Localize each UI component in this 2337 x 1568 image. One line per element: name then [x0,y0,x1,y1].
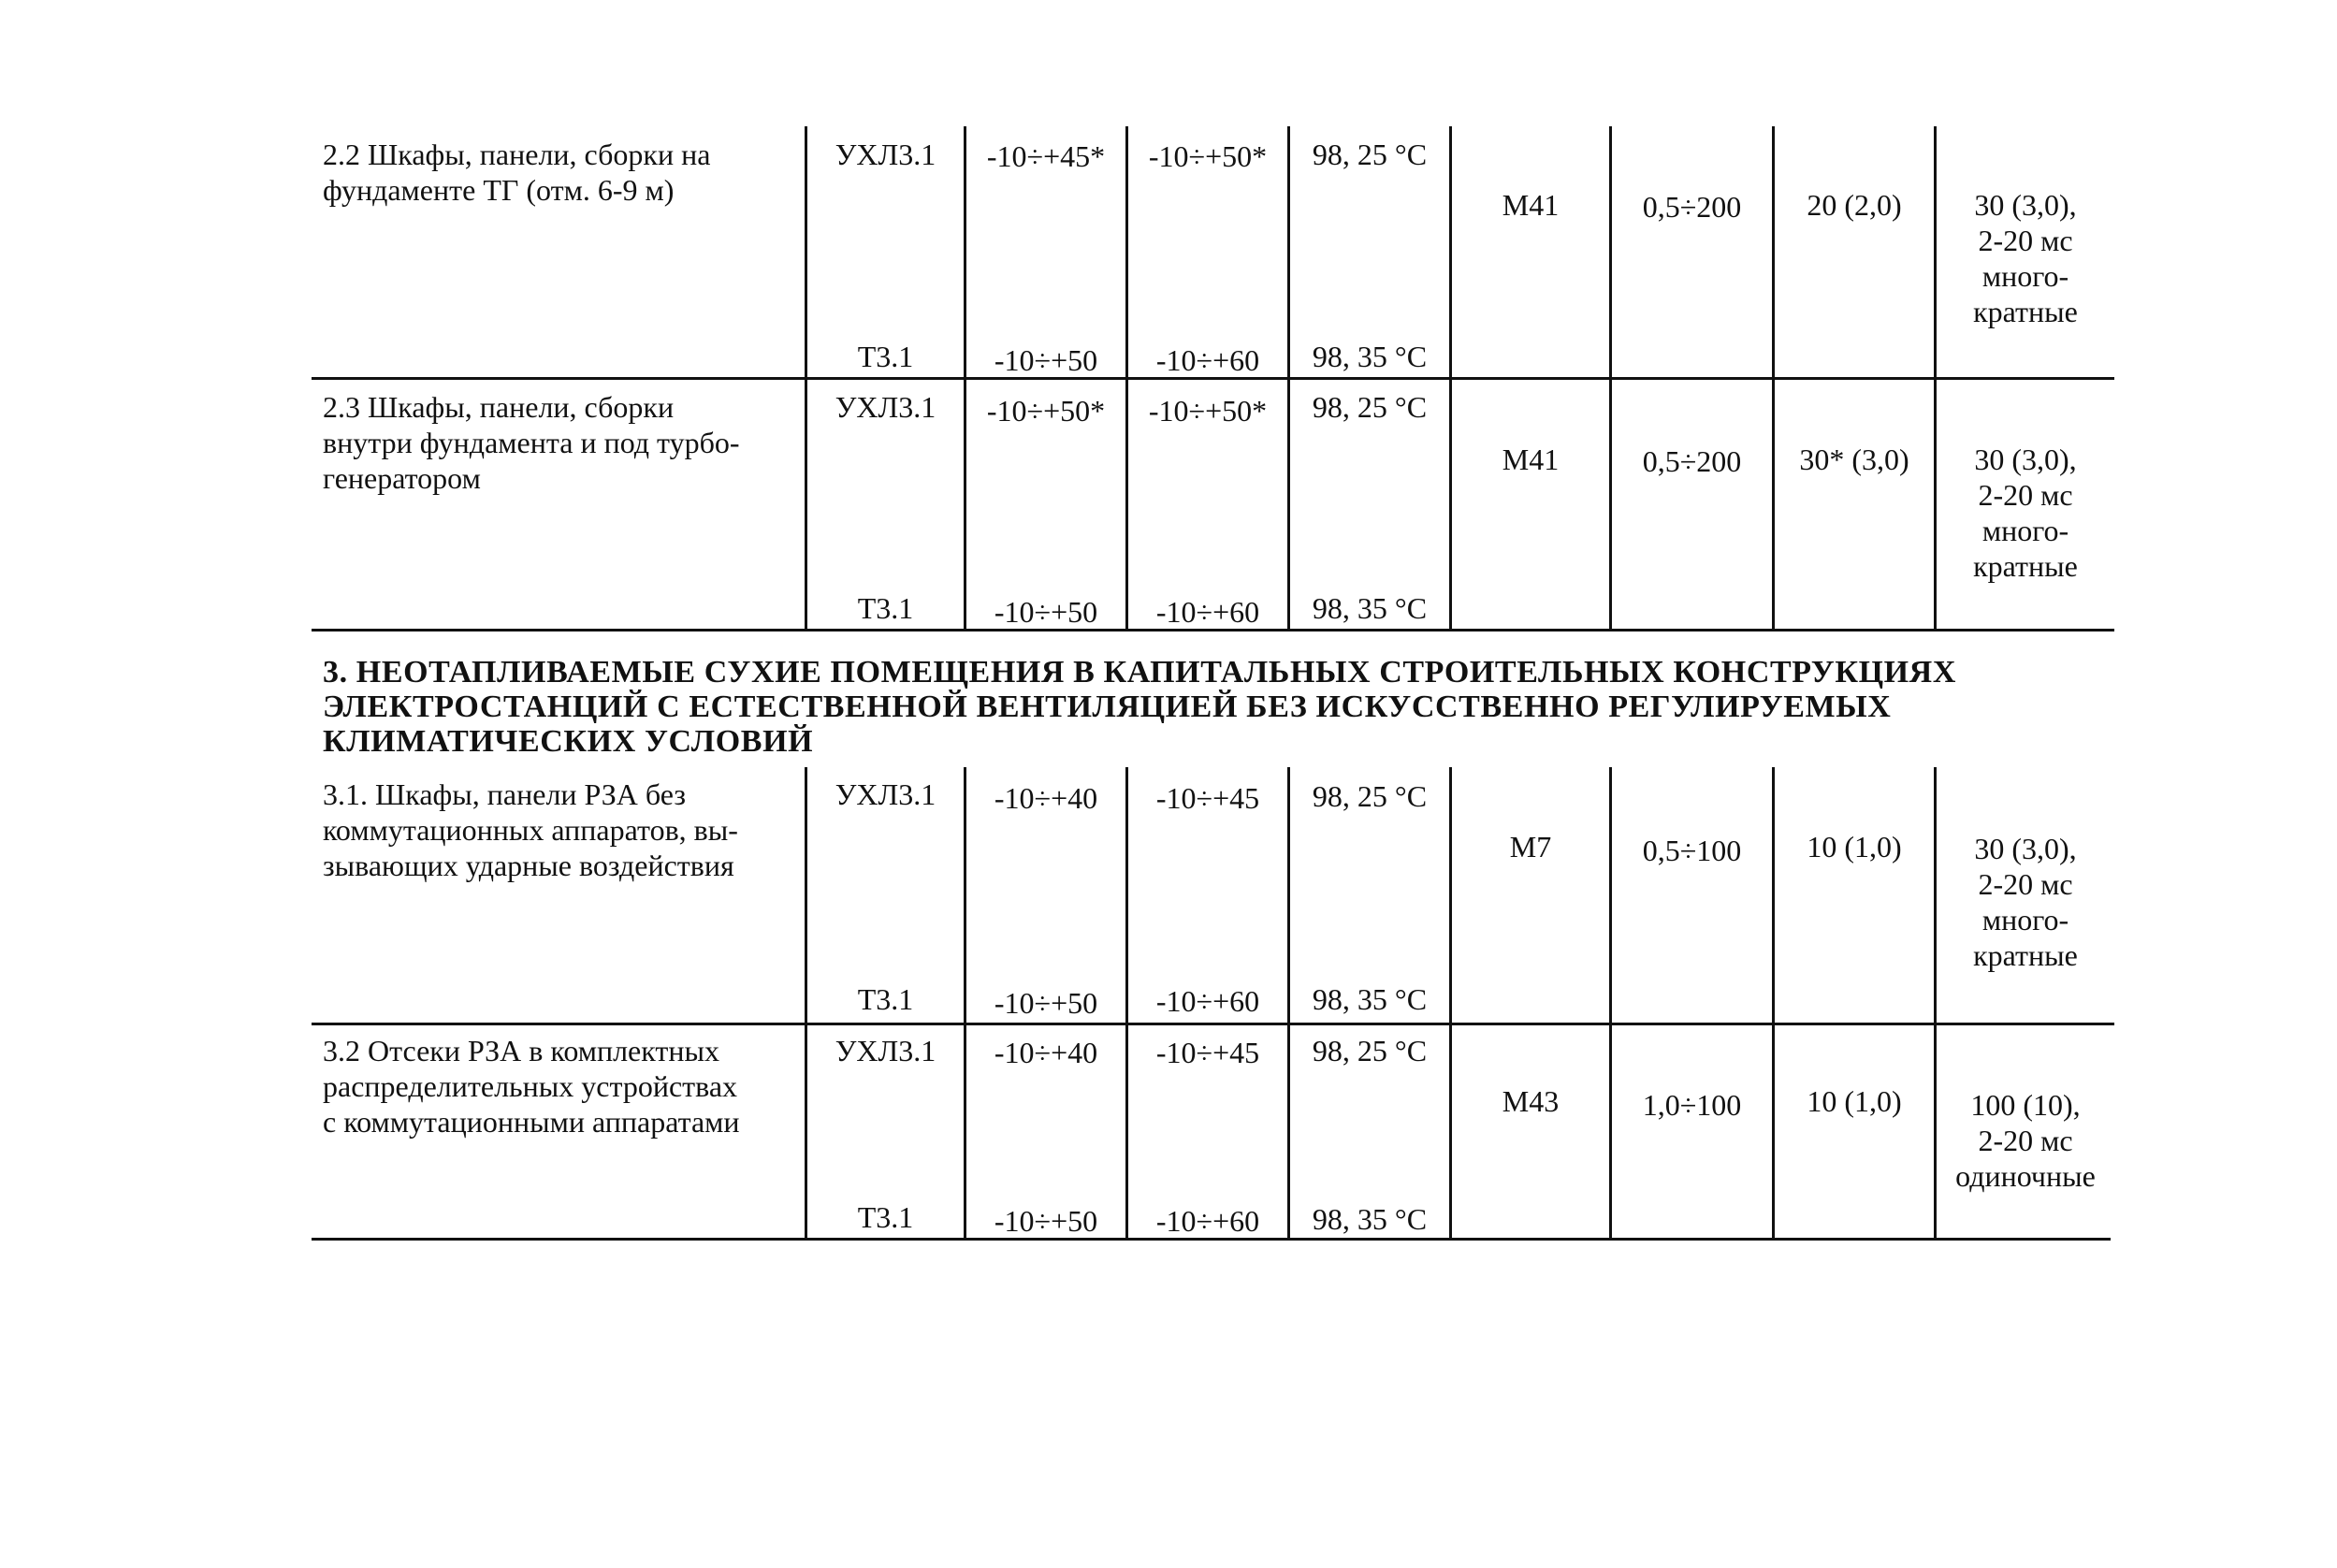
limit-temperature-1: -10÷+45 [1155,1036,1260,1069]
shock-params: 30 (3,0), 2-20 мс много- кратные [1973,443,2078,583]
climate-version-2: Т3.1 [857,1200,914,1234]
limit-temperature-1: -10÷+50* [1148,139,1268,173]
humidity-1: 98, 25 °С [1312,390,1428,424]
climate-version-2: Т3.1 [857,982,914,1016]
vibration-group: М41 [1502,188,1560,222]
humidity-2: 98, 35 °С [1312,340,1428,373]
column-divider [1772,126,1775,379]
limit-temperature-1: -10÷+50* [1148,394,1268,428]
humidity-1: 98, 25 °С [1312,1034,1428,1067]
vibration-group: М41 [1502,443,1560,476]
limit-temperature-2: -10÷+60 [1155,595,1260,629]
frequency-range: 1,0÷100 [1642,1088,1742,1122]
work-temperature-1: -10÷+45* [986,139,1106,173]
acceleration: 10 (1,0) [1807,830,1902,864]
work-temperature-2: -10÷+50 [994,986,1098,1020]
column-divider [1772,767,1775,1024]
row-divider [312,1023,2114,1025]
section-heading: 3. НЕОТАПЛИВАЕМЫЕ СУХИЕ ПОМЕЩЕНИЯ В КАПИТАЛЬНЫХ СТРОИТЕЛЬНЫХ КОНСТРУКЦИЯХ ЭЛЕКТРОСТАНЦИЙ С ЕСТЕСТВЕННОЙ ВЕНТИЛЯЦИЕЙ БЕЗ ИСКУССТВЕННО РЕГУЛИРУЕМЫХ КЛИМАТИЧЕСКИХ УСЛОВИЙ [323,655,1956,759]
humidity-1: 98, 25 °С [1312,779,1428,813]
row-name: 2.3 Шкафы, панели, сборки внутри фундамента и под турбо- генератором [323,390,740,495]
limit-temperature-1: -10÷+45 [1155,781,1260,815]
climate-version-1: УХЛ3.1 [835,1034,936,1067]
work-temperature-1: -10÷+40 [994,1036,1098,1069]
frequency-range: 0,5÷200 [1642,190,1742,224]
climate-version-2: Т3.1 [857,340,914,373]
column-divider [1609,1024,1612,1240]
row-name: 3.2 Отсеки РЗА в комплектных распределительных устройствах с коммутационными аппаратами [323,1034,740,1139]
work-temperature-1: -10÷+40 [994,781,1098,815]
shock-params: 30 (3,0), 2-20 мс много- кратные [1973,188,2078,328]
acceleration: 20 (2,0) [1807,188,1902,222]
humidity-1: 98, 25 °С [1312,138,1428,171]
work-temperature-2: -10÷+50 [994,595,1098,629]
climate-version-1: УХЛ3.1 [835,390,936,424]
vibration-group: М43 [1502,1084,1560,1118]
limit-temperature-2: -10÷+60 [1155,984,1260,1018]
limit-temperature-2: -10÷+60 [1155,1204,1260,1238]
column-divider [1609,379,1612,630]
shock-params: 100 (10), 2-20 мс одиночные [1955,1088,2096,1193]
humidity-2: 98, 35 °С [1312,982,1428,1016]
climate-version-2: Т3.1 [857,591,914,625]
work-temperature-2: -10÷+50 [994,343,1098,377]
vibration-group: М7 [1509,830,1552,864]
column-divider [1449,126,1452,379]
frequency-range: 0,5÷200 [1642,444,1742,478]
acceleration: 30* (3,0) [1799,443,1909,476]
work-temperature-1: -10÷+50* [986,394,1106,428]
column-divider [1449,1024,1452,1240]
column-divider [1609,126,1612,379]
limit-temperature-2: -10÷+60 [1155,343,1260,377]
column-divider [1772,379,1775,630]
column-divider [1609,767,1612,1024]
work-temperature-2: -10÷+50 [994,1204,1098,1238]
climate-version-1: УХЛ3.1 [835,138,936,171]
column-divider [1449,379,1452,630]
acceleration: 10 (1,0) [1807,1084,1902,1118]
row-name: 2.2 Шкафы, панели, сборки на фундаменте ТГ (отм. 6-9 м) [323,138,711,207]
column-divider [1772,1024,1775,1240]
humidity-2: 98, 35 °С [1312,1202,1428,1236]
column-divider [1449,767,1452,1024]
row-name: 3.1. Шкафы, панели РЗА без коммутационных аппаратов, вы- зывающих ударные воздействия [323,777,738,882]
climate-version-1: УХЛ3.1 [835,777,936,811]
humidity-2: 98, 35 °С [1312,591,1428,625]
shock-params: 30 (3,0), 2-20 мс много- кратные [1973,832,2078,972]
frequency-range: 0,5÷100 [1642,834,1742,867]
